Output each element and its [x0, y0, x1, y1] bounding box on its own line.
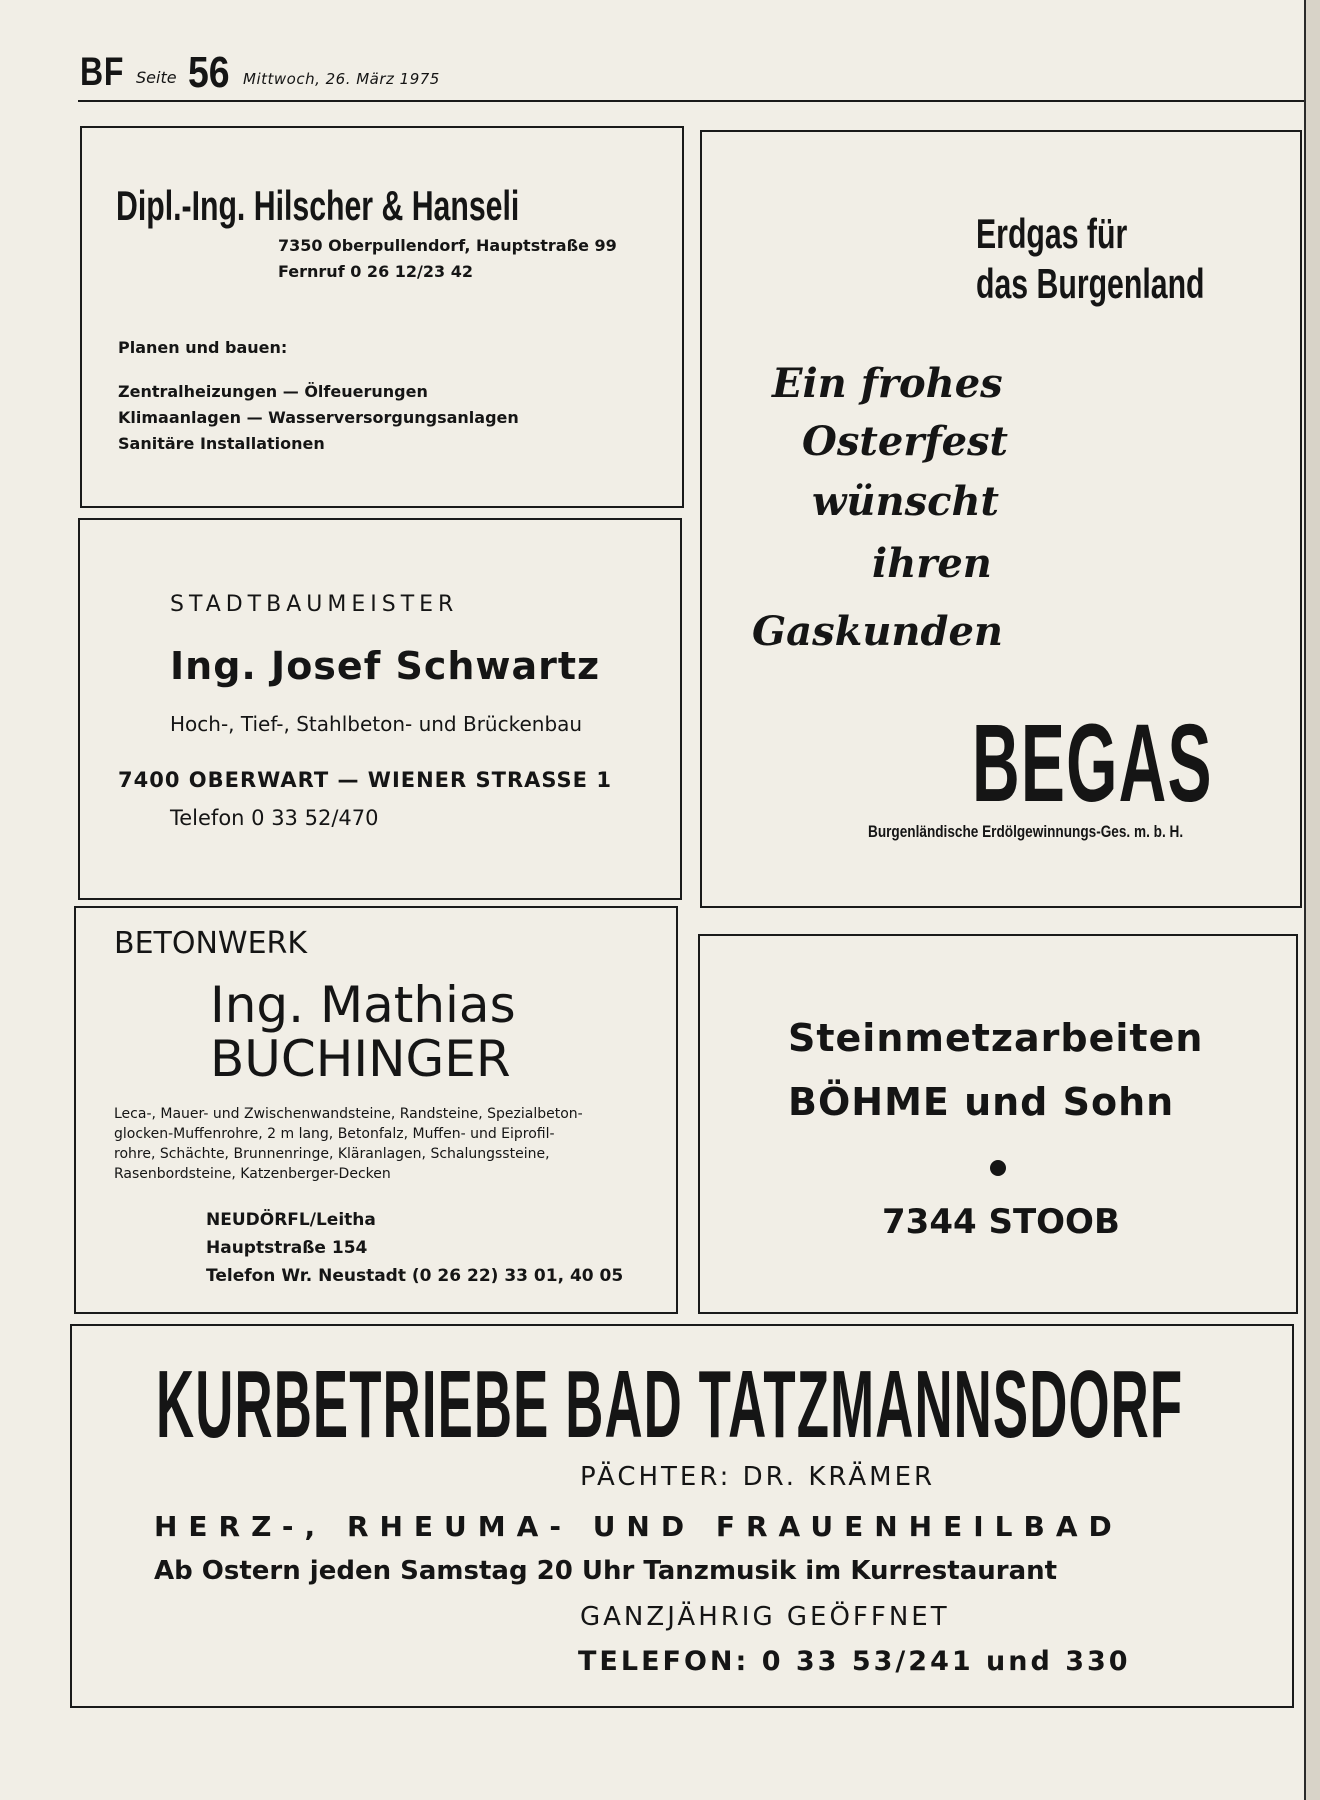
- name-line-1: Ing. Mathias: [210, 976, 516, 1034]
- services-intro: Planen und bauen:: [118, 338, 288, 357]
- greeting: wünscht: [812, 478, 1000, 525]
- spa-type: HERZ-, RHEUMA- UND FRAUENHEILBAD: [154, 1510, 1123, 1543]
- name: Ing. Josef Schwartz: [170, 644, 601, 688]
- products: Rasenbordsteine, Katzenberger-Decken: [114, 1166, 391, 1182]
- issue-date: Mittwoch, 26. März 1975: [243, 70, 440, 88]
- event: Ab Ostern jeden Samstag 20 Uhr Tanzmusik im Kurrestaurant: [154, 1556, 1058, 1586]
- phone: Fernruf 0 26 12/23 42: [278, 262, 473, 281]
- ad-kurbetriebe: [70, 1324, 1294, 1708]
- phone: TELEFON: 0 33 53/241 und 330: [578, 1646, 1131, 1677]
- service-line: Sanitäre Installationen: [118, 434, 325, 453]
- header-rule: [78, 100, 1308, 102]
- heading: BETONWERK: [114, 926, 308, 961]
- town: NEUDÖRFL/Leitha: [206, 1210, 376, 1230]
- title: STADTBAUMEISTER: [170, 592, 459, 617]
- name-line-2: BUCHINGER: [210, 1030, 511, 1088]
- company-name: BÖHME und Sohn: [788, 1080, 1175, 1124]
- title: KURBETRIEBE BAD TATZMANNSDORF: [156, 1351, 1184, 1458]
- bullet-dot: [990, 1160, 1006, 1176]
- begas-logo: BEGAS: [972, 702, 1213, 825]
- trade: Steinmetzarbeiten: [788, 1016, 1204, 1060]
- ad-begas: [700, 130, 1302, 908]
- headline: Erdgas für: [976, 210, 1128, 257]
- address: 7400 OBERWART — WIENER STRASSE 1: [118, 768, 612, 792]
- paper-logo: BF: [80, 50, 125, 94]
- ad-schwartz: [78, 518, 682, 900]
- phone: Telefon 0 33 52/470: [170, 806, 379, 830]
- street: Hauptstraße 154: [206, 1238, 368, 1258]
- ad-hilscher-hanseli: [80, 126, 684, 508]
- opening: GANZJÄHRIG GEÖFFNET: [580, 1602, 950, 1632]
- page-label: Seite: [136, 68, 177, 87]
- ad-buchinger: [74, 906, 678, 1314]
- greeting: Ein frohes: [772, 360, 1003, 407]
- products: rohre, Schächte, Brunnenringe, Kläranlagen, Schalungssteine,: [114, 1146, 550, 1162]
- services: Hoch-, Tief-, Stahlbeton- und Brückenbau: [170, 712, 583, 736]
- company-name: Dipl.-Ing. Hilscher & Hanseli: [116, 182, 520, 229]
- address: 7350 Oberpullendorf, Hauptstraße 99: [278, 236, 617, 255]
- greeting: ihren: [872, 540, 992, 587]
- phone: Telefon Wr. Neustadt (0 26 22) 33 01, 40 05: [206, 1266, 624, 1286]
- greeting: Gaskunden: [752, 608, 1003, 655]
- headline: das Burgenland: [976, 260, 1205, 307]
- company-name: Burgenländische Erdölgewinnungs-Ges. m. b. H.: [868, 822, 1184, 841]
- products: Leca-, Mauer- und Zwischenwandsteine, Randsteine, Spezialbeton-: [114, 1106, 583, 1122]
- page-edge: [1304, 0, 1320, 1800]
- town: 7344 STOOB: [882, 1202, 1120, 1242]
- page-number: 56: [188, 48, 230, 97]
- service-line: Klimaanlagen — Wasserversorgungsanlagen: [118, 408, 519, 427]
- service-line: Zentralheizungen — Ölfeuerungen: [118, 382, 428, 401]
- products: glocken-Muffenrohre, 2 m lang, Betonfalz, Muffen- und Eiprofil-: [114, 1126, 555, 1142]
- greeting: Osterfest: [802, 418, 1009, 465]
- ad-boehme: [698, 934, 1298, 1314]
- tenant: PÄCHTER: DR. KRÄMER: [580, 1462, 936, 1492]
